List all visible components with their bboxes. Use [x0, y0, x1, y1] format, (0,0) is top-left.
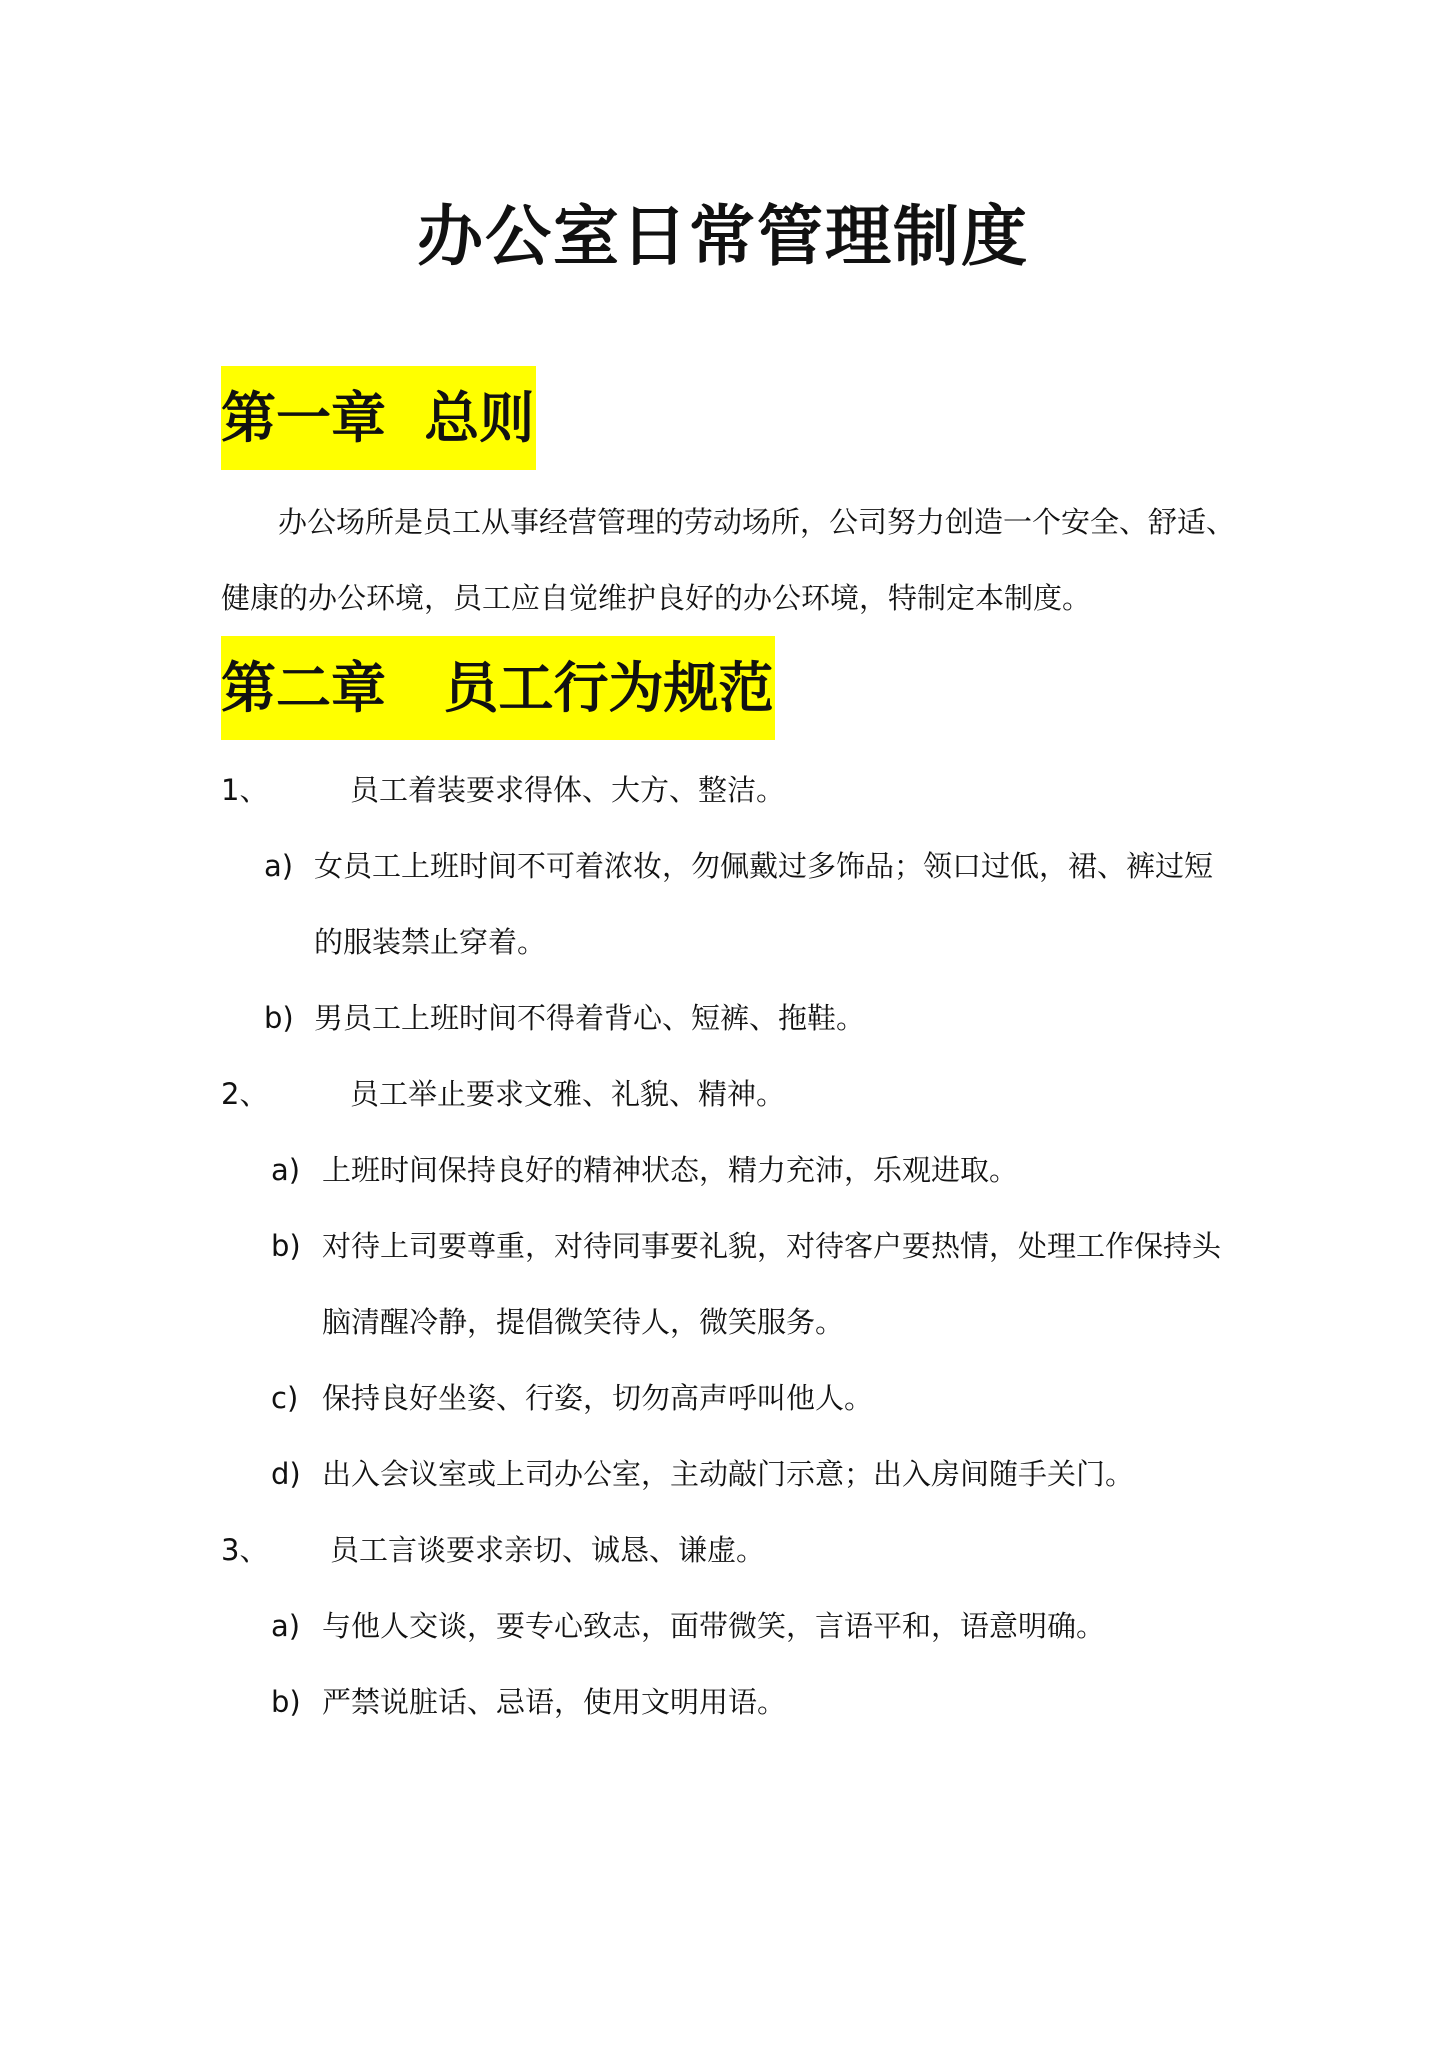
subitem-text-continued: 的服装禁止穿着。 — [314, 925, 547, 959]
subitem-text: 出入会议室或上司办公室，主动敲门示意；出入房间随手关门。 — [322, 1457, 1135, 1491]
subitem-text: 女员工上班时间不可着浓妆，勿佩戴过多饰品；领口过低，裙、裤过短 — [314, 849, 1214, 883]
subitem-text: 严禁说脏话、忌语，使用文明用语。 — [322, 1685, 787, 1719]
subitem-marker: b) — [264, 1001, 294, 1035]
chapter-2-heading: 第二章 员工行为规范 — [221, 636, 775, 740]
subitem-text: 保持良好坐姿、行姿，切勿高声呼叫他人。 — [322, 1381, 874, 1415]
document-title: 办公室日常管理制度 — [417, 198, 1029, 275]
subitem-marker: d) — [271, 1457, 301, 1491]
subitem-marker: b) — [271, 1685, 301, 1719]
subitem-text-continued: 脑清醒冷静，提倡微笑待人，微笑服务。 — [322, 1305, 845, 1339]
subitem-marker: a) — [264, 849, 294, 883]
subitem-text: 与他人交谈，要专心致志，面带微笑，言语平和，语意明确。 — [322, 1609, 1106, 1643]
chapter-1-paragraph-line-2: 健康的办公环境，员工应自觉维护良好的办公环境，特制定本制度。 — [221, 581, 1092, 615]
list-item-number: 1、 — [221, 773, 269, 807]
list-item-number: 2、 — [221, 1077, 269, 1111]
subitem-marker: b) — [271, 1229, 301, 1263]
list-item-text: 员工举止要求文雅、礼貌、精神。 — [350, 1077, 786, 1111]
list-item-text: 员工着装要求得体、大方、整洁。 — [350, 773, 786, 807]
subitem-marker: a) — [271, 1153, 301, 1187]
subitem-marker: c) — [271, 1381, 299, 1415]
chapter-1-heading: 第一章 总则 — [221, 366, 536, 470]
list-item-text: 员工言谈要求亲切、诚恳、谦虚。 — [330, 1533, 766, 1567]
subitem-text: 上班时间保持良好的精神状态，精力充沛，乐观进取。 — [322, 1153, 1019, 1187]
subitem-marker: a) — [271, 1609, 301, 1643]
chapter-1-paragraph-line-1: 办公场所是员工从事经营管理的劳动场所，公司努力创造一个安全、舒适、 — [278, 505, 1236, 539]
subitem-text: 对待上司要尊重，对待同事要礼貌，对待客户要热情，处理工作保持头 — [322, 1229, 1222, 1263]
list-item-number: 3、 — [221, 1533, 269, 1567]
subitem-text: 男员工上班时间不得着背心、短裤、拖鞋。 — [314, 1001, 866, 1035]
